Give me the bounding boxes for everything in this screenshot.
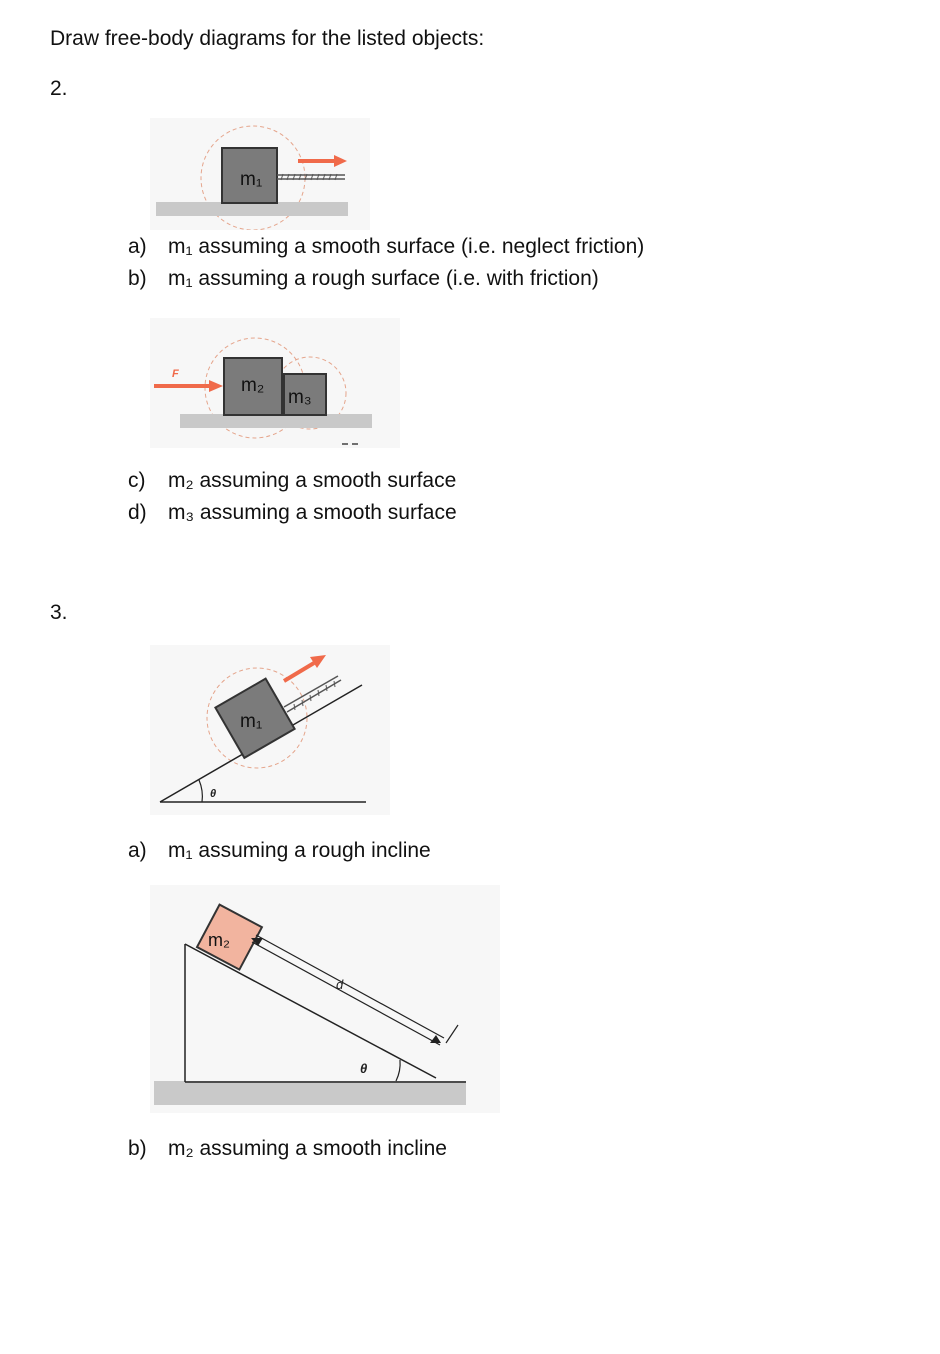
question-2-number: 2. (50, 77, 68, 100)
figure-block-horizontal-pull (150, 118, 370, 230)
item-text: m₁ assuming a rough surface (i.e. with friction) (168, 267, 599, 290)
force-F-label: F (172, 368, 179, 380)
ground-surface (154, 1081, 466, 1105)
block-m3-label: m₃ (288, 387, 312, 408)
item-letter: b) (128, 1137, 147, 1160)
item-text: m₂ assuming a smooth incline (168, 1137, 447, 1160)
angle-theta-label: θ (210, 788, 217, 800)
page-heading: Draw free-body diagrams for the listed objects: (50, 27, 485, 50)
question-3-item-a (128, 838, 431, 864)
question-3-number: 3. (50, 601, 68, 624)
item-text: m₁ assuming a rough incline (168, 839, 431, 862)
block-m2-label: m₂ (208, 930, 230, 950)
ground-surface (156, 202, 348, 216)
block-m2-label: m₂ (241, 375, 265, 396)
item-letter: c) (128, 469, 146, 492)
ground-surface (180, 414, 372, 428)
block-m1-label: m₁ (240, 169, 263, 190)
block-m1-label: m₁ (240, 711, 263, 732)
figure-two-blocks-push (150, 318, 400, 448)
item-letter: d) (128, 501, 147, 524)
item-text: m₁ assuming a smooth surface (i.e. neglect friction) (168, 235, 645, 258)
question-2-item-d (128, 500, 457, 526)
figure-background (150, 885, 500, 1113)
figure-block-smooth-incline (150, 885, 500, 1113)
item-letter: a) (128, 235, 147, 258)
angle-theta-label: θ (360, 1061, 368, 1076)
item-letter: b) (128, 267, 147, 290)
item-text: m₂ assuming a smooth surface (168, 469, 457, 492)
distance-d-label: d (336, 977, 344, 992)
question-2-item-b (128, 266, 599, 292)
item-text: m₃ assuming a smooth surface (168, 501, 457, 524)
question-2-item-c (128, 468, 456, 494)
item-letter: a) (128, 839, 147, 862)
question-2-item-a (128, 234, 644, 260)
question-3-item-b (128, 1136, 447, 1162)
figure-block-incline-pull (150, 645, 390, 815)
